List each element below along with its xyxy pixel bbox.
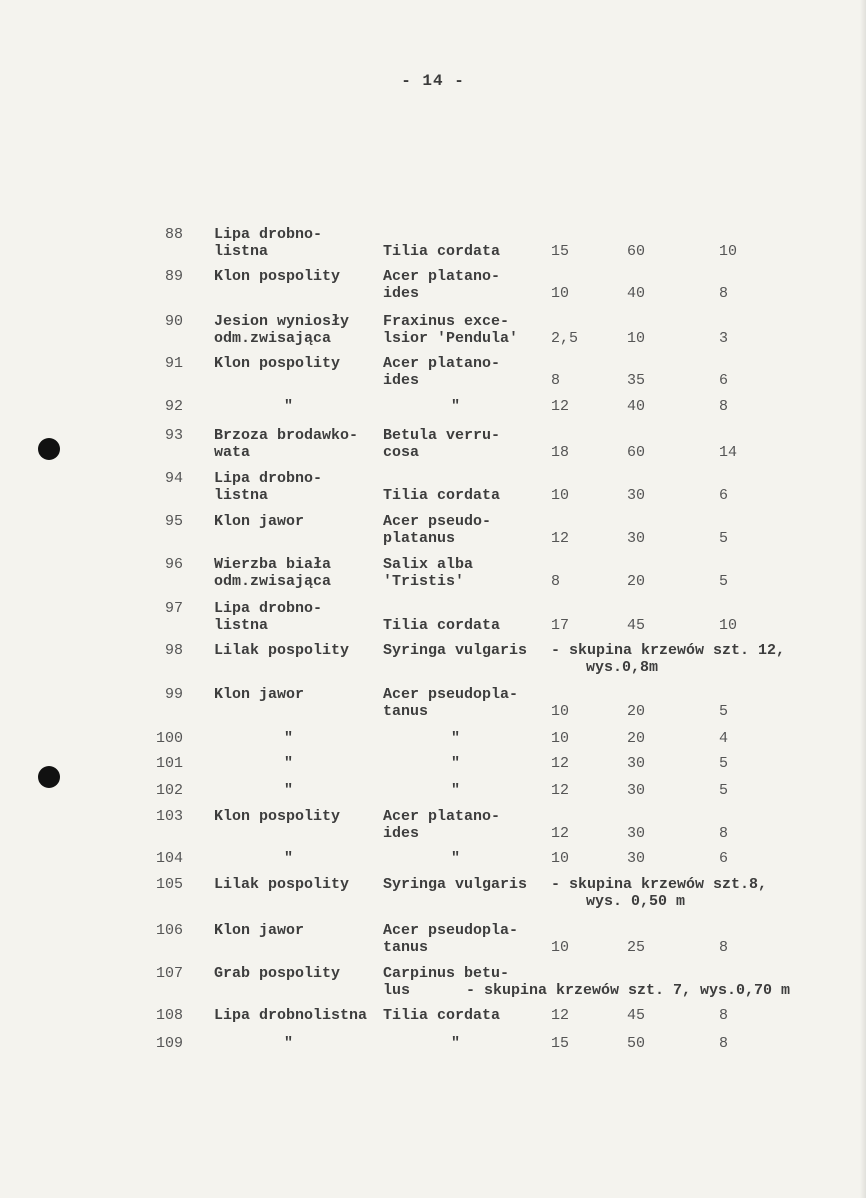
value-a: 10: [551, 703, 570, 720]
row-number: 91: [164, 355, 183, 372]
polish-name: Brzoza brodawko-: [214, 427, 359, 444]
row-note: wys. 0,50 m: [586, 893, 686, 910]
value-b: 30: [627, 487, 646, 504]
value-a: 18: [551, 444, 570, 461]
value-a: 15: [551, 1035, 570, 1052]
value-c: 10: [719, 243, 738, 260]
value-b: 40: [627, 285, 646, 302]
latin-name: 'Tristis': [383, 573, 465, 590]
latin-name: Acer pseudopla-: [383, 686, 519, 703]
latin-name: lsior 'Pendula': [383, 330, 519, 347]
value-a: 10: [551, 939, 570, 956]
polish-name: odm.zwisająca: [214, 573, 332, 590]
row-note: - skupina krzewów szt.8,: [551, 876, 768, 893]
value-c: 10: [719, 617, 738, 634]
latin-name: Acer pseudopla-: [383, 922, 519, 939]
ditto-mark: ": [451, 755, 461, 772]
row-number: 90: [164, 313, 183, 330]
row-number: 95: [164, 513, 183, 530]
row-number: 99: [164, 686, 183, 703]
polish-name: Klon jawor: [214, 513, 305, 530]
row-number: 105: [155, 876, 183, 893]
latin-name: Acer platano-: [383, 808, 501, 825]
polish-name: wata: [214, 444, 251, 461]
value-c: 8: [719, 1007, 729, 1024]
value-a: 10: [551, 487, 570, 504]
polish-name: Lipa drobno-: [214, 600, 323, 617]
row-number: 106: [155, 922, 183, 939]
latin-name: Tilia cordata: [383, 1007, 501, 1024]
value-b: 60: [627, 444, 646, 461]
latin-name: tanus: [383, 703, 429, 720]
value-a: 8: [551, 573, 561, 590]
value-c: 5: [719, 573, 729, 590]
value-a: 2,5: [551, 330, 579, 347]
page-edge-shadow: [860, 0, 866, 1198]
polish-name: Klon pospolity: [214, 808, 341, 825]
polish-name: Lilak pospolity: [214, 642, 350, 659]
value-c: 6: [719, 850, 729, 867]
ditto-mark: ": [284, 782, 294, 799]
value-b: 30: [627, 530, 646, 547]
ditto-mark: ": [451, 782, 461, 799]
latin-name: Acer pseudo-: [383, 513, 492, 530]
latin-name: ides: [383, 825, 420, 842]
latin-name: Syringa vulgaris: [383, 642, 528, 659]
row-number: 92: [164, 398, 183, 415]
row-number: 102: [155, 782, 183, 799]
ditto-mark: ": [284, 398, 294, 415]
row-number: 94: [164, 470, 183, 487]
latin-name: ides: [383, 285, 420, 302]
value-b: 45: [627, 617, 646, 634]
ditto-mark: ": [284, 1035, 294, 1052]
value-b: 45: [627, 1007, 646, 1024]
polish-name: Grab pospolity: [214, 965, 341, 982]
value-a: 10: [551, 285, 570, 302]
value-a: 12: [551, 755, 570, 772]
latin-name: Tilia cordata: [383, 487, 501, 504]
polish-name: Lipa drobno-: [214, 470, 323, 487]
value-a: 10: [551, 850, 570, 867]
ditto-mark: ": [284, 755, 294, 772]
ditto-mark: ": [284, 850, 294, 867]
polish-name: Wierzba biała: [214, 556, 332, 573]
row-number: 108: [155, 1007, 183, 1024]
value-b: 20: [627, 730, 646, 747]
polish-name: Klon jawor: [214, 686, 305, 703]
value-b: 50: [627, 1035, 646, 1052]
polish-name: Lipa drobno-: [214, 226, 323, 243]
row-number: 97: [164, 600, 183, 617]
value-c: 6: [719, 487, 729, 504]
value-c: 8: [719, 825, 729, 842]
row-number: 107: [155, 965, 183, 982]
polish-name: Klon pospolity: [214, 355, 341, 372]
latin-name: Tilia cordata: [383, 243, 501, 260]
value-a: 10: [551, 730, 570, 747]
value-c: 5: [719, 782, 729, 799]
polish-name: listna: [214, 617, 269, 634]
latin-name: Tilia cordata: [383, 617, 501, 634]
value-b: 30: [627, 825, 646, 842]
ditto-mark: ": [451, 850, 461, 867]
polish-name: Klon jawor: [214, 922, 305, 939]
row-note: - skupina krzewów szt. 12,: [551, 642, 786, 659]
value-b: 20: [627, 703, 646, 720]
row-number: 103: [155, 808, 183, 825]
latin-name: Acer platano-: [383, 268, 501, 285]
polish-name: odm.zwisająca: [214, 330, 332, 347]
punch-hole-bottom: [38, 766, 60, 788]
value-b: 40: [627, 398, 646, 415]
row-note: - skupina krzewów szt. 7, wys.0,70 m: [466, 982, 791, 999]
value-c: 8: [719, 398, 729, 415]
latin-name: lus: [383, 982, 411, 999]
latin-name: Salix alba: [383, 556, 474, 573]
ditto-mark: ": [451, 398, 461, 415]
value-b: 30: [627, 755, 646, 772]
value-a: 12: [551, 1007, 570, 1024]
value-c: 5: [719, 755, 729, 772]
latin-name: tanus: [383, 939, 429, 956]
value-c: 8: [719, 939, 729, 956]
polish-name: Klon pospolity: [214, 268, 341, 285]
polish-name: listna: [214, 487, 269, 504]
row-number: 101: [155, 755, 183, 772]
row-number: 100: [155, 730, 183, 747]
value-b: 20: [627, 573, 646, 590]
polish-name: listna: [214, 243, 269, 260]
value-b: 35: [627, 372, 646, 389]
value-a: 12: [551, 825, 570, 842]
value-a: 17: [551, 617, 570, 634]
value-a: 12: [551, 782, 570, 799]
ditto-mark: ": [451, 1035, 461, 1052]
row-number: 98: [164, 642, 183, 659]
latin-name: Betula verru-: [383, 427, 501, 444]
value-b: 10: [627, 330, 646, 347]
value-c: 4: [719, 730, 729, 747]
value-c: 14: [719, 444, 738, 461]
latin-name: cosa: [383, 444, 420, 461]
value-b: 30: [627, 850, 646, 867]
page-number: - 14 -: [401, 72, 465, 90]
punch-hole-top: [38, 438, 60, 460]
value-b: 60: [627, 243, 646, 260]
polish-name: Lilak pospolity: [214, 876, 350, 893]
value-c: 5: [719, 703, 729, 720]
row-number: 89: [164, 268, 183, 285]
value-c: 3: [719, 330, 729, 347]
polish-name: Lipa drobnolistna: [214, 1007, 368, 1024]
row-number: 96: [164, 556, 183, 573]
row-number: 109: [155, 1035, 183, 1052]
value-a: 12: [551, 398, 570, 415]
value-a: 12: [551, 530, 570, 547]
row-note: wys.0,8m: [586, 659, 659, 676]
value-a: 8: [551, 372, 561, 389]
latin-name: Syringa vulgaris: [383, 876, 528, 893]
value-c: 8: [719, 285, 729, 302]
row-number: 93: [164, 427, 183, 444]
value-a: 15: [551, 243, 570, 260]
latin-name: Fraxinus exce-: [383, 313, 510, 330]
value-b: 25: [627, 939, 646, 956]
latin-name: Acer platano-: [383, 355, 501, 372]
value-c: 6: [719, 372, 729, 389]
latin-name: platanus: [383, 530, 456, 547]
ditto-mark: ": [451, 730, 461, 747]
row-number: 104: [155, 850, 183, 867]
value-c: 8: [719, 1035, 729, 1052]
polish-name: Jesion wyniosły: [214, 313, 350, 330]
value-c: 5: [719, 530, 729, 547]
latin-name: ides: [383, 372, 420, 389]
latin-name: Carpinus betu-: [383, 965, 510, 982]
value-b: 30: [627, 782, 646, 799]
ditto-mark: ": [284, 730, 294, 747]
row-number: 88: [164, 226, 183, 243]
